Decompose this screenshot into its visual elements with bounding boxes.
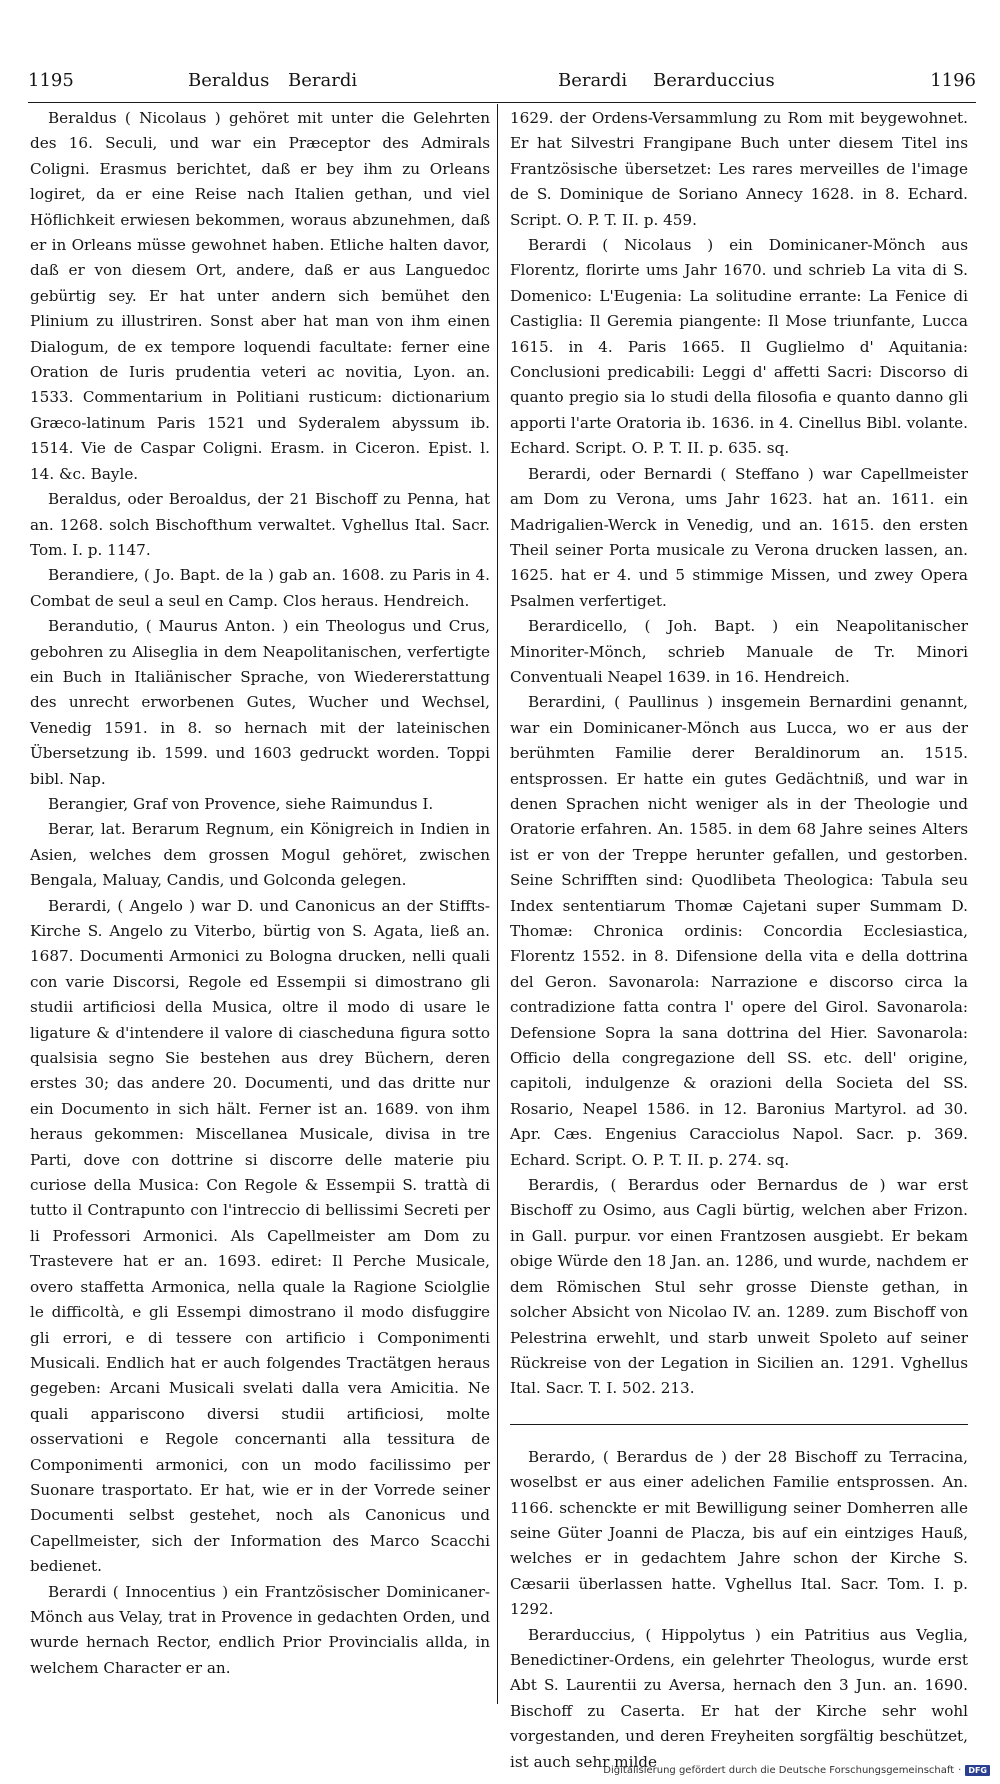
entry-berarduccius: Berarduccius, ( Hippolytus ) ein Patritius aus Veglia, Benedictiner-Ordens, ein gelehrter Theologus, wurde erst Abt S. Laurentii zu Aversa, hernach den 3 Jun. an. 1690. Bischoff zu Caserta. Er hat der Kirche sehr wohl vorgestanden, und deren Freyheiten sorgfältig beschützet, ist auch sehr milde bbox=[510, 1625, 968, 1771]
entry-berardicello: Berardicello, ( Joh. Bapt. ) ein Neapolitanischer Minoriter-Mönch, schrieb Manuale de Tr. Minori Conventuali Neapel 1639. in 16. Hendreich. bbox=[510, 617, 968, 686]
entry-berardini: Berardini, ( Paullinus ) insgemein Bernardini genannt, war ein Dominicaner-Mönch aus Lucca, wo er aus der berühmten Familie derer Beraldinorum an. 1515. entsprossen. Er hatte ein gutes Gedächtniß, und war in denen Sprachen nicht weniger als in der Theologie und Oratorie erfahren. An. 1585. in dem 68 Jahre seines Alters ist er von der Treppe herunter gefallen, und gestorben. Seine Schrifften sind: Quodlibeta Theologica: Tabula seu Index sententiarum Thomæ Cajetani super Summam D. Thomæ: Chronica ordinis: Concordia Ecclesiastica, Florentz 1552. in 8. Difensione della vita e della dottrina del Geron. Savonarola: Narrazione e discorso circa la contradizione fatta contra l' opere del Girol. Savonarola: Defensione Sopra la sana dottrina del Hier. Savonarola: Officio della congregazione dell SS. etc. dell' origine, capitoli, indulgenze & orazioni della Societa del SS. Rosario, Neapel 1586. in 12. Baronius Martyrol. ad 30. Apr. Cæs. Engenius Caracciolus Napol. Sacr. p. 369. Echard. Script. O. P. T. II. p. 274. sq. bbox=[510, 693, 968, 1169]
entry-berangier: Berangier, Graf von Provence, siehe Raimundus I. bbox=[48, 794, 434, 813]
entry-berardi-innocentius: Berardi ( Innocentius ) ein Frantzösischer Dominicaner-Mönch aus Velay, trat in Provence in gedachten Orden, und wurde hernach Rector, endlich Prior Provincialis allda, in welchem Character er an. bbox=[30, 1582, 490, 1677]
entry-berar: Berar, lat. Berarum Regnum, ein Königreich in Indien in Asien, welches dem grossen Mogul gehöret, zwischen Bengala, Maluay, Candis, und Golconda gelegen. bbox=[30, 820, 490, 890]
entry-berandutio: Berandutio, ( Maurus Anton. ) ein Theologus und Crus, gebohren zu Aliseglia in dem Neapolitanischen, verfertigte ein Buch in Italiänischer Sprache, von Wiedererstattung des unrecht erworbenen Gutes, Wucher und Wechsel, Venedig 1591. in 8. so hernach mit der lateinischen Übersetzung ib. 1599. und 1603 gedruckt worden. Toppi bibl. Nap. bbox=[30, 617, 490, 788]
header-rule bbox=[28, 102, 976, 103]
left-column bbox=[30, 106, 490, 1681]
footer-text: Digitalisierung gefördert durch die Deutsche Forschungsgemeinschaft bbox=[603, 1765, 955, 1776]
running-head-left-1: Beraldus bbox=[188, 70, 270, 91]
running-header bbox=[28, 70, 976, 104]
entry-berandiere: Berandiere, ( Jo. Bapt. de la ) gab an. 1608. zu Paris in 4. Combat de seul a seul en Camp. Clos heraus. Hendreich. bbox=[30, 566, 490, 610]
entry-beraldus-penna: Beraldus, oder Beroaldus, der 21 Bischoff zu Penna, hat an. 1268. solch Bischofthum verwaltet. Vghellus Ital. Sacr. Tom. I. p. 1147. bbox=[30, 490, 490, 559]
entry-berardis: Berardis, ( Berardus oder Bernardus de ) war erst Bischoff zu Osimo, aus Cagli bürtig, welchen aber Frizon. in Gall. purpur. vor einen Frantzosen ausgiebt. Er bekam obige Würde den 18 Jan. an. 1286, und wurde, nachdem er dem Römischen Stul sehr grosse Dienste gethan, in solcher Absicht von Nicolao IV. an. 1289. zum Bischoff von Pelestrina erwehlt, und starb unweit Spoleto auf seiner Rückreise von der Legation in Sicilien an. 1291. Vghellus Ital. Sacr. T. I. 502. 213. bbox=[510, 1176, 968, 1398]
entry-beraldus-nicolaus: Beraldus ( Nicolaus ) gehöret mit unter die Gelehrten des 16. Seculi, und war ein Præceptor des Admirals Coligni. Erasmus berichtet, daß er bey ihm zu Orleans logiret, da er eine Reise nach Italien gethan, und viel Höflichkeit erwiesen bekommen, woraus abzunehmen, daß er in Orleans müsse gewohnet haben. Etliche halten davor, daß er von diesem Ort, andere, daß er aus Languedoc gebürtig sey. Er hat unter andern sich bemühet den Plinium zu illustriren. Sonst aber hat man von ihm einen Dialogum, de ex tempore loquendi facultate: ferner eine Oration de Iuris prudentia veteri ac novitia, Lyon. an. 1533. Commentarium in Politiani rusticum: dictionarium Græco-latinum Paris 1521 und Syderalem abyssum ib. 1514. Vie de Caspar Coligni. Erasm. in Ciceron. Epist. l. 14. &c. Bayle. bbox=[30, 109, 490, 483]
dfg-logo-icon: DFG bbox=[965, 1765, 990, 1776]
running-head-left-2: Berardi bbox=[288, 70, 358, 91]
page-number-left: 1195 bbox=[28, 70, 74, 91]
entry-berardo: Berardo, ( Berardus de ) der 28 Bischoff zu Terracina, woselbst er aus einer adelichen Familie entsprossen. An. 1166. schenckte er mit Bewilligung seiner Domherren alle seine Güter Joanni de Placza, bis auf ein eintziges Hauß, welches er in gedachtem Jahre schon der Kirche S. Cæsarii überlassen hatte. Vghellus Ital. Sacr. Tom. I. p. 1292. bbox=[510, 1447, 968, 1619]
column-divider bbox=[497, 104, 498, 1704]
running-head-right-1: Berardi bbox=[558, 70, 628, 91]
running-head-right-2: Berarduccius bbox=[653, 70, 775, 91]
right-column bbox=[510, 106, 968, 1775]
section-rule bbox=[510, 1424, 968, 1425]
entry-berardi-steffano: Berardi, oder Bernardi ( Steffano ) war Capellmeister am Dom zu Verona, ums Jahr 1623. hat an. 1611. ein Madrigalien-Werck in Venedig, und an. 1615. den ersten Theil seiner Porta musicale zu Verona drucken lassen, an. 1625. hat er 4. und 5 stimmige Missen, und zwey Opera Psalmen verfertiget. bbox=[510, 464, 968, 610]
digitization-credit: Digitalisierung gefördert durch die Deutsche Forschungsgemeinschaft · DFG bbox=[603, 1765, 990, 1776]
entry-berardi-angelo: Berardi, ( Angelo ) war D. und Canonicus an der Stiffts-Kirche S. Angelo zu Viterbo, bürtig von S. Agata, ließ an. 1687. Documenti Armonici zu Bologna drucken, nelli quali con varie Discorsi, Regole ed Essempii si dimostrano gli studii artificiosi della Musica, oltre il modo di usare le ligature & d'intendere il valore di ciascheduna figura sotto qualsisia segno Sie bestehen aus drey Büchern, deren erstes 30; das andere 20. Documenti, und das dritte nur ein Documento in sich hält. Ferner ist an. 1689. von ihm heraus gekommen: Miscellanea Musicale, divisa in tre Parti, dove con dottrine si discorre delle materie piu curiose della Musica: Con Regole & Essempii S. trattà di tutto il Contrapunto con l'intreccio di bellissimi Secreti per li Professori Armonici. Als Capellmeister am Dom zu Trastevere hat er an. 1693. ediret: Il Perche Musicale, overo staffetta Armonica, nella quale la Ragione Sciolglie le difficoltà, e gli Essempi dimostrano il modo disfuggire gli errori, e di tessere con artificio i Componimenti Musicali. Endlich hat er auch folgendes Tractätgen heraus gegeben: Arcani Musicali svelati dalla vera Amicitia. Ne quali appariscono diversi studii artificiosi, molte osservationi e Regole concernanti alla tessitura de Componimenti armonici, con un modo facilissimo per Suonare trasportato. Er hat, wie er in der Vorrede seiner Documenti selbst gestehet, noch als Canonicus und Capellmeister, sich der Information des Marco Scacchi bedienet. bbox=[30, 896, 490, 1576]
entry-continuation: 1629. der Ordens-Versammlung zu Rom mit beygewohnet. Er hat Silvestri Frangipane Buch unter diesem Titel ins Frantzösische übersetzet: Les rares merveilles de l'image de S. Dominique de Soriano Annecy 1628. in 8. Echard. Script. O. P. T. II. p. 459. bbox=[510, 109, 968, 229]
page-number-right: 1196 bbox=[930, 70, 976, 91]
entry-berardi-nicolaus: Berardi ( Nicolaus ) ein Dominicaner-Mönch aus Florentz, florirte ums Jahr 1670. und schrieb La vita di S. Domenico: L'Eugenia: La solitudine errante: La Fenice di Castiglia: Il Geremia piangente: Il Mose triunfante, Lucca 1615. in 4. Paris 1665. Il Guglielmo d' Aquitania: Conclusioni predicabili: Leggi d' affetti Sacri: Discorso di quanto pregio sia lo studi della filosofia e quanto danno gli apporti l'arte Oratoria ib. 1636. in 4. Cinellus Bibl. volante. Echard. Script. O. P. T. II. p. 635. sq. bbox=[510, 236, 968, 458]
